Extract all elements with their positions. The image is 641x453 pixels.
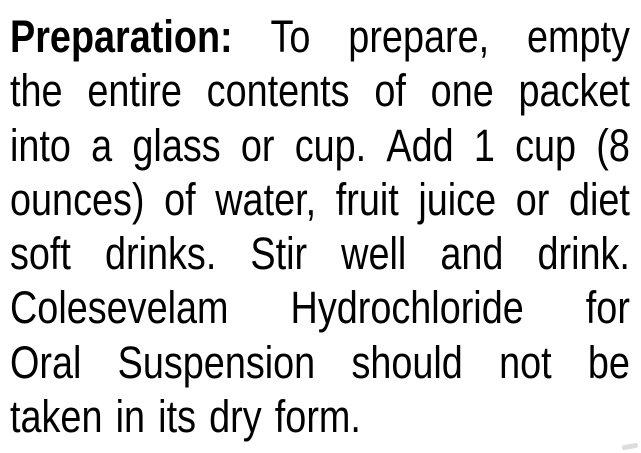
word: (8 [596,119,630,171]
word: drinks. [104,228,217,280]
word: prepare, [348,11,490,62]
text-line [10,336,630,390]
word: of [374,65,406,117]
word: Colesevelam [10,282,229,334]
word: juice [418,173,497,225]
text-line [10,10,630,64]
word: water, [215,173,317,225]
word: Hydrochloride [290,282,524,334]
word: cup. [294,119,367,171]
text-line [10,281,630,335]
text-line [10,119,630,173]
word: packet [518,65,630,117]
text-line [10,227,630,281]
word: of [164,173,196,225]
word: not [499,336,552,388]
word: glass [132,119,221,171]
word: Oral [10,336,82,388]
word: a [91,119,113,171]
word: Add [386,119,454,171]
word: empty [526,11,630,62]
word: or [240,119,275,171]
word: soft [10,228,71,280]
preparation-paragraph [10,10,630,444]
text-line: taken in its dry form. [10,391,361,443]
word: or [515,173,550,225]
word: To [270,11,311,62]
word: cup [515,119,577,171]
word: contents [206,65,350,117]
word: Suspension [117,336,316,388]
word: into [10,119,71,171]
word: for [585,282,630,334]
bold-lead-word: Preparation: [10,11,233,62]
word: one [430,65,494,117]
word: diet [568,173,630,225]
word: 1 [473,119,495,171]
word: should [351,336,463,388]
word: and [440,228,504,280]
text-line [10,173,630,227]
text-line [10,64,630,118]
word: drink. [537,228,630,280]
word: Stir [250,228,308,280]
word: entire [87,65,182,117]
word: the [10,65,63,117]
word: be [587,336,630,388]
word: well [341,228,407,280]
word: ounces) [10,173,145,225]
word: fruit [335,173,399,225]
